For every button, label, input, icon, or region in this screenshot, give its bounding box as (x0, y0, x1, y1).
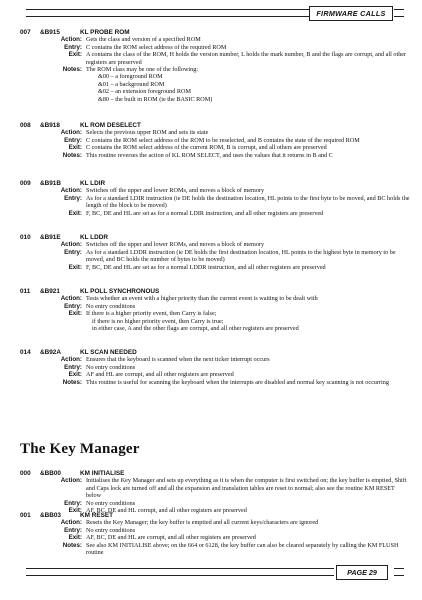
header-title: FIRMWARE CALLS (309, 6, 393, 21)
action-label: Action: (60, 477, 82, 485)
exit-label: Exit: (68, 534, 82, 542)
entry-label: Entry: (64, 499, 82, 507)
action-label: Action: (60, 241, 82, 249)
entry-name: KM RESET (80, 512, 114, 519)
firmware-entry (20, 180, 410, 217)
footer-rule-top (26, 568, 334, 569)
entry-number: 010 (20, 234, 31, 241)
firmware-entry (20, 512, 410, 556)
entry-number: 008 (20, 122, 31, 129)
entry-name: KL LDDR (80, 234, 108, 241)
notes-text: This routine reverses the action of KL ROM SELECT, and uses the values that it returns in B and C (86, 151, 333, 159)
entry-address: &B91B (40, 180, 61, 187)
entry-number: 007 (20, 29, 31, 36)
notes-label: Notes: (62, 378, 82, 386)
entry-address: &B92A (40, 349, 61, 356)
entry-text: No entry conditions (86, 526, 136, 534)
action-label: Action: (60, 187, 82, 195)
notes-text: The ROM class may be one of the following: (86, 66, 199, 74)
exit-label: Exit: (68, 310, 82, 318)
entry-number: 011 (20, 288, 31, 295)
action-text: Tests whether an event with a higher priority than the current event is waiting to be dealt with (86, 295, 318, 303)
header-rule-right-top (394, 9, 404, 10)
entry-address: &B91E (40, 234, 61, 241)
entry-name: KM INITIALISE (80, 470, 125, 477)
firmware-entry (20, 349, 410, 386)
footer-rule-right-bottom (394, 575, 404, 576)
entry-number: 009 (20, 180, 31, 187)
rom-class-item: &00 – a foreground ROM (98, 73, 163, 81)
entry-name: KL ROM DESELECT (80, 122, 141, 129)
action-label: Action: (60, 519, 82, 527)
page-number: PAGE 29 (336, 565, 388, 580)
firmware-entry (20, 29, 410, 103)
entry-label: Entry: (64, 43, 82, 51)
entry-label: Entry: (64, 136, 82, 144)
rom-class-item: &80 – the built in ROM (ie the BASIC ROM) (98, 95, 213, 103)
exit-label: Exit: (68, 263, 82, 271)
notes-label: Notes: (62, 66, 82, 74)
entry-label: Entry: (64, 194, 82, 202)
header-rule-bottom (26, 16, 309, 17)
entry-text: No entry conditions (86, 302, 136, 310)
entry-number: 014 (20, 349, 31, 356)
entry-name: KL SCAN NEEDED (80, 349, 137, 356)
rom-class-item: &02 – an extension foreground ROM (98, 88, 191, 96)
rom-class-item: &01 – a background ROM (98, 80, 165, 88)
action-text: Selects the previous upper ROM and sets its state (86, 129, 209, 137)
notes-text: This routine is useful for scanning the keyboard when the interrupts are disabled and normal key scanning is not occurring (86, 378, 389, 386)
entry-text: As for a standard LDDR instruction (ie DE holds the first destination location, HL points to the highest byte in memory to be moved, and BC holds the number of bytes to be moved) (86, 248, 396, 264)
entry-number: 000 (20, 470, 31, 477)
action-text: Ensures that the keyboard is scanned when the next ticker interrupt occurs (86, 356, 270, 364)
section-title: The Key Manager (20, 441, 140, 457)
exit-text: AF, BC, DE and HL are corrupt, and all other registers are preserved (86, 534, 256, 542)
notes-label: Notes: (62, 541, 82, 549)
entry-name: KL POLL SYNCHRONOUS (80, 288, 160, 295)
firmware-entry (20, 234, 410, 271)
exit-text: F, BC, DE and HL are set as for a normal LDIR instruction, and all other registers are preserved (86, 209, 324, 217)
entry-label: Entry: (64, 363, 82, 371)
entry-text: As for a standard LDIR instruction (ie DE holds the destination location, HL points to the first byte to be moved, and BC holds the length of the block to be moved) (86, 194, 410, 210)
entry-address: &BB00 (40, 470, 61, 477)
entry-label: Entry: (64, 302, 82, 310)
action-text: Switches off the upper and lower ROMs, and moves a block of memory (86, 187, 265, 195)
exit-text: AF, BC, DE and HL corrupt, and all other registers are preserved (86, 507, 247, 515)
firmware-entry (20, 288, 410, 332)
action-label: Action: (60, 295, 82, 303)
entry-text: C contains the ROM select address of the required ROM (86, 43, 227, 51)
exit-label: Exit: (68, 507, 82, 515)
entry-number: 001 (20, 512, 31, 519)
header-rule-top (26, 9, 309, 10)
exit-text: if there is no higher priority event, then Carry is true; (92, 317, 224, 325)
entry-address: &B915 (40, 29, 60, 36)
exit-text: A contains the class of the ROM, H holds the version number, L holds the mark number, B and the flags are corrupt, and all other registers are preserved (86, 51, 407, 66)
entry-text: No entry conditions (86, 363, 136, 371)
entry-name: KL LDIR (80, 180, 106, 187)
footer-rule-right-top (394, 568, 404, 569)
exit-text: If there is a higher priority event, then Carry is false; (86, 310, 217, 318)
exit-text: F, BC, DE and HL are set as for a normal LDDR instruction, and all other registers are preserved (86, 263, 326, 271)
notes-text: See also KM INITIALISE above; on the 664 or 6128, the key buffer can also be cleared separately by calling the KM FLUSH routine (86, 541, 399, 557)
entry-address: &B921 (40, 288, 60, 295)
footer-rule-bottom (26, 575, 334, 576)
exit-label: Exit: (68, 144, 82, 152)
exit-label: Exit: (68, 51, 82, 59)
firmware-entry (20, 470, 410, 514)
action-text: Switches off the upper and lower ROMs, and moves a block of memory (86, 241, 265, 249)
action-label: Action: (60, 356, 82, 364)
entry-address: &B918 (40, 122, 60, 129)
exit-label: Exit: (68, 371, 82, 379)
action-label: Action: (60, 129, 82, 137)
action-text: Initialises the Key Manager and sets up everything as it is when the computer is first switched on; the key buffer is emptied, Shift and Caps lock are turned off and all the expansion and translation tables are reset to normal; also see the routine KM RESET below (86, 477, 407, 500)
exit-text: in either case, A and the other flags are corrupt, and all other registers are preserved (92, 325, 299, 333)
firmware-entry (20, 122, 410, 159)
entry-label: Entry: (64, 526, 82, 534)
entry-text: No entry conditions (86, 499, 136, 507)
exit-text: C contains the ROM select address of the current ROM, B is corrupt, and all others are preserved (86, 144, 327, 152)
entry-address: &BB03 (40, 512, 61, 519)
action-label: Action: (60, 36, 82, 44)
entry-text: C contains the ROM select address of the ROM to be reselected, and B contains the state of the required ROM (86, 136, 360, 144)
entry-label: Entry: (64, 248, 82, 256)
notes-label: Notes: (62, 151, 82, 159)
entry-name: KL PROBE ROM (80, 29, 130, 36)
action-text: Gets the class and version of a specified ROM (86, 36, 201, 44)
exit-label: Exit: (68, 209, 82, 217)
exit-text: AF and HL are corrupt, and all other registers are preserved (86, 371, 234, 379)
header-rule-right-bottom (394, 16, 404, 17)
action-text: Resets the Key Manager; the key buffer is emptied and all current keys/characters are ignored (86, 519, 319, 527)
